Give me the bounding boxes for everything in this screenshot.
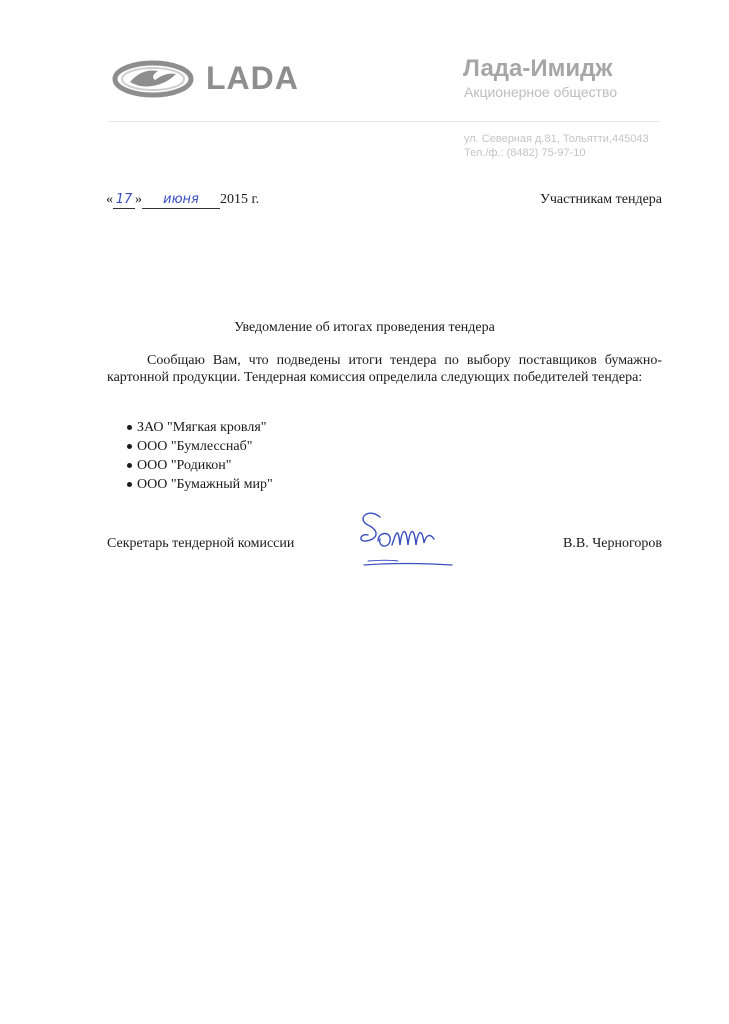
addressee: Участникам тендера (539, 192, 662, 207)
document-title: Уведомление об итогах проведения тендера (234, 320, 495, 335)
date-day-handwritten: 17 (115, 192, 133, 207)
lada-logo-text: LADA (206, 60, 299, 96)
list-item: ООО "Бумлесснаб" (107, 437, 273, 456)
handwritten-signature (350, 505, 455, 573)
list-item: ООО "Бумажный мир" (107, 475, 273, 494)
company-phone: Тел./ф.: (8482) 75-97-10 (464, 147, 586, 159)
company-address: ул. Северная д.81, Тольятти,445043 (464, 133, 649, 145)
signatory-name: В.В. Черногоров (563, 536, 662, 551)
body-paragraph: Сообщаю Вам, что подведены итоги тендера по выбору поставщиков бумажно-картонной продукции. Тендерная комиссия определила следующих победителей тендера: (107, 353, 662, 385)
date-year: 2015 г. (220, 192, 260, 207)
company-contacts (464, 132, 649, 160)
signatory-role: Секретарь тендерной комиссии (107, 536, 295, 551)
company-type: Акционерное общество (464, 84, 618, 100)
company-name: Лада-Имидж (463, 55, 613, 82)
date-open-quote: « (106, 192, 113, 207)
letterhead-divider (108, 121, 660, 122)
date-close-quote: » (135, 192, 142, 207)
list-item: ЗАО "Мягкая кровля" (107, 418, 273, 437)
winners-list (107, 418, 273, 494)
list-item: ООО "Родикон" (107, 456, 273, 475)
date-month-handwritten: июня (163, 192, 199, 207)
letter-date (106, 192, 259, 209)
